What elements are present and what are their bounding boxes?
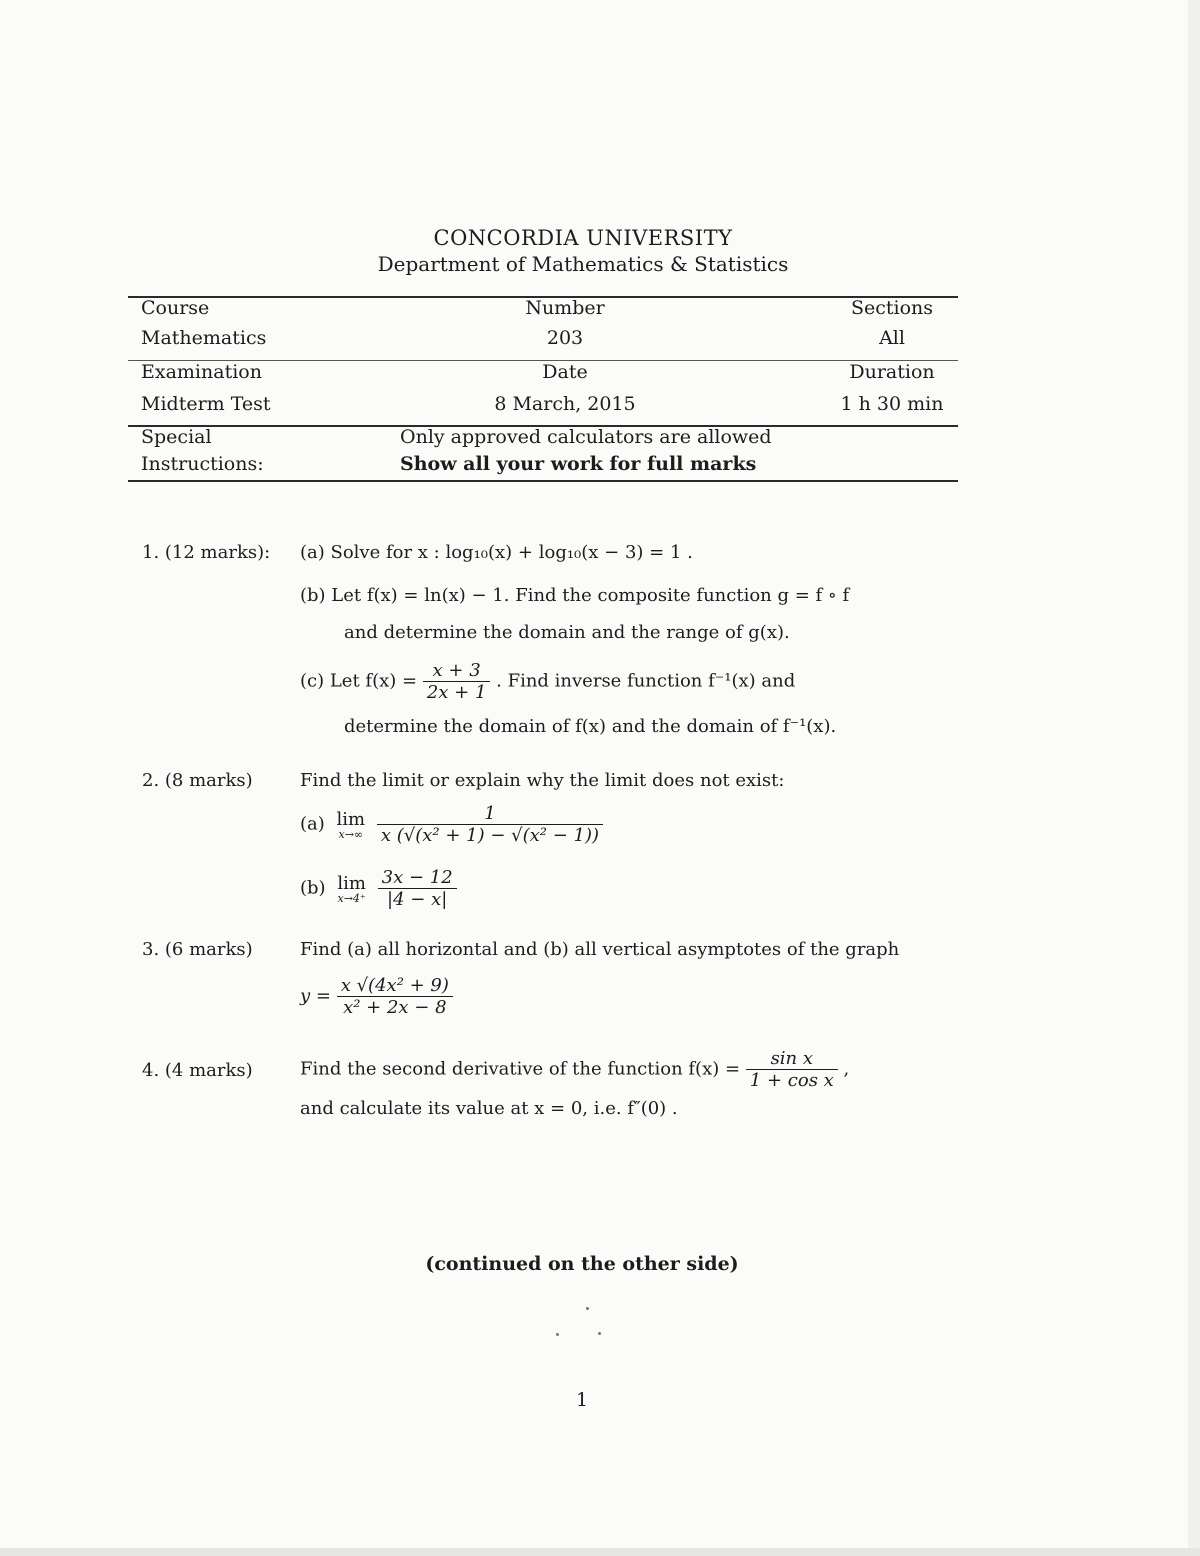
q3-numerator: x √(4x² + 9) [337, 975, 453, 997]
q4-text-line2: and calculate its value at x = 0, i.e. f″(0) . [300, 1098, 678, 1119]
continued-note: (continued on the other side) [425, 1253, 739, 1275]
course-value: Mathematics [141, 327, 267, 349]
table-rule-bottom [128, 480, 958, 482]
q2b-limit [337, 873, 366, 905]
q2a-limit [337, 809, 366, 841]
q4-denominator: 1 + cos x [749, 1070, 834, 1091]
scan-speck [586, 1307, 589, 1310]
instruction-2: Show all your work for full marks [400, 453, 757, 475]
q2b-numerator: 3x − 12 [378, 867, 457, 889]
q1-label: 1. (12 marks): [142, 542, 271, 563]
instruction-1: Only approved calculators are allowed [400, 426, 772, 448]
q4-numerator: sin x [746, 1048, 838, 1070]
q1c-denominator: 2x + 1 [426, 682, 487, 703]
q4-text-line1 [300, 1048, 849, 1091]
number-value: 203 [546, 327, 584, 349]
q2a-prefix: (a) [300, 813, 325, 835]
q4-fraction [746, 1048, 838, 1091]
q1c-suffix: . Find inverse function f⁻¹(x) and [496, 670, 796, 692]
duration-value: 1 h 30 min [840, 393, 944, 415]
q2b-lim: lim [337, 872, 366, 894]
q2b-denominator: |4 − x| [387, 889, 448, 910]
q2a-fraction [377, 803, 603, 846]
q2b-prefix: (b) [300, 877, 326, 899]
q1-part-c-line2: determine the domain of f(x) and the domain of f⁻¹(x). [344, 716, 837, 737]
scan-right-edge [1188, 0, 1200, 1556]
q2a-lim-sub: x→∞ [338, 827, 364, 841]
page-number: 1 [575, 1389, 589, 1411]
q2b-lim-sub: x→4⁺ [337, 891, 366, 905]
duration-label: Duration [849, 361, 935, 383]
q2-part-a [300, 803, 603, 846]
q3-denominator: x² + 2x − 8 [343, 997, 447, 1018]
q2-label: 2. (8 marks) [142, 770, 253, 791]
q2a-denominator: x (√(x² + 1) − √(x² − 1)) [380, 825, 600, 846]
sections-value: All [879, 327, 905, 349]
university-name: CONCORDIA UNIVERSITY [433, 226, 733, 250]
course-label: Course [141, 297, 210, 319]
q1-part-b-line1: (b) Let f(x) = ln(x) − 1. Find the composite function g = f ∘ f [300, 585, 850, 606]
q1-part-c-line1 [300, 660, 795, 703]
q1c-fraction [423, 660, 491, 703]
q1c-prefix: (c) Let f(x) = [300, 670, 418, 692]
scan-bottom-edge [0, 1548, 1200, 1556]
sections-label: Sections [850, 297, 934, 319]
q3-y-prefix: y = [300, 985, 331, 1007]
q3-fraction [337, 975, 453, 1018]
q2a-lim: lim [336, 808, 366, 830]
number-label: Number [525, 297, 605, 319]
date-label: Date [542, 361, 588, 383]
q2-part-b [300, 867, 457, 910]
q3-text: Find (a) all horizontal and (b) all vertical asymptotes of the graph [300, 939, 900, 960]
scan-speck [598, 1332, 601, 1335]
q1-part-a: (a) Solve for x : log₁₀(x) + log₁₀(x − 3) = 1 . [300, 542, 693, 563]
department-name: Department of Mathematics & Statistics [377, 252, 789, 276]
q1-part-b-line2: and determine the domain and the range of g(x). [344, 622, 790, 643]
q4-text-prefix: Find the second derivative of the function f(x) = [300, 1058, 741, 1080]
q3-formula [300, 975, 453, 1018]
q2b-fraction [378, 867, 457, 910]
scan-speck [556, 1333, 559, 1336]
exam-value: Midterm Test [141, 393, 271, 415]
special-label-1: Special [141, 426, 212, 448]
q2a-numerator: 1 [377, 803, 603, 825]
q2-text: Find the limit or explain why the limit does not exist: [300, 770, 785, 791]
exam-label: Examination [141, 361, 262, 383]
q3-label: 3. (6 marks) [142, 939, 253, 960]
q1c-numerator: x + 3 [423, 660, 491, 682]
q4-text-suffix: , [843, 1058, 850, 1080]
q4-label: 4. (4 marks) [142, 1060, 253, 1081]
special-label-2: Instructions: [141, 453, 264, 475]
date-value: 8 March, 2015 [494, 393, 636, 415]
